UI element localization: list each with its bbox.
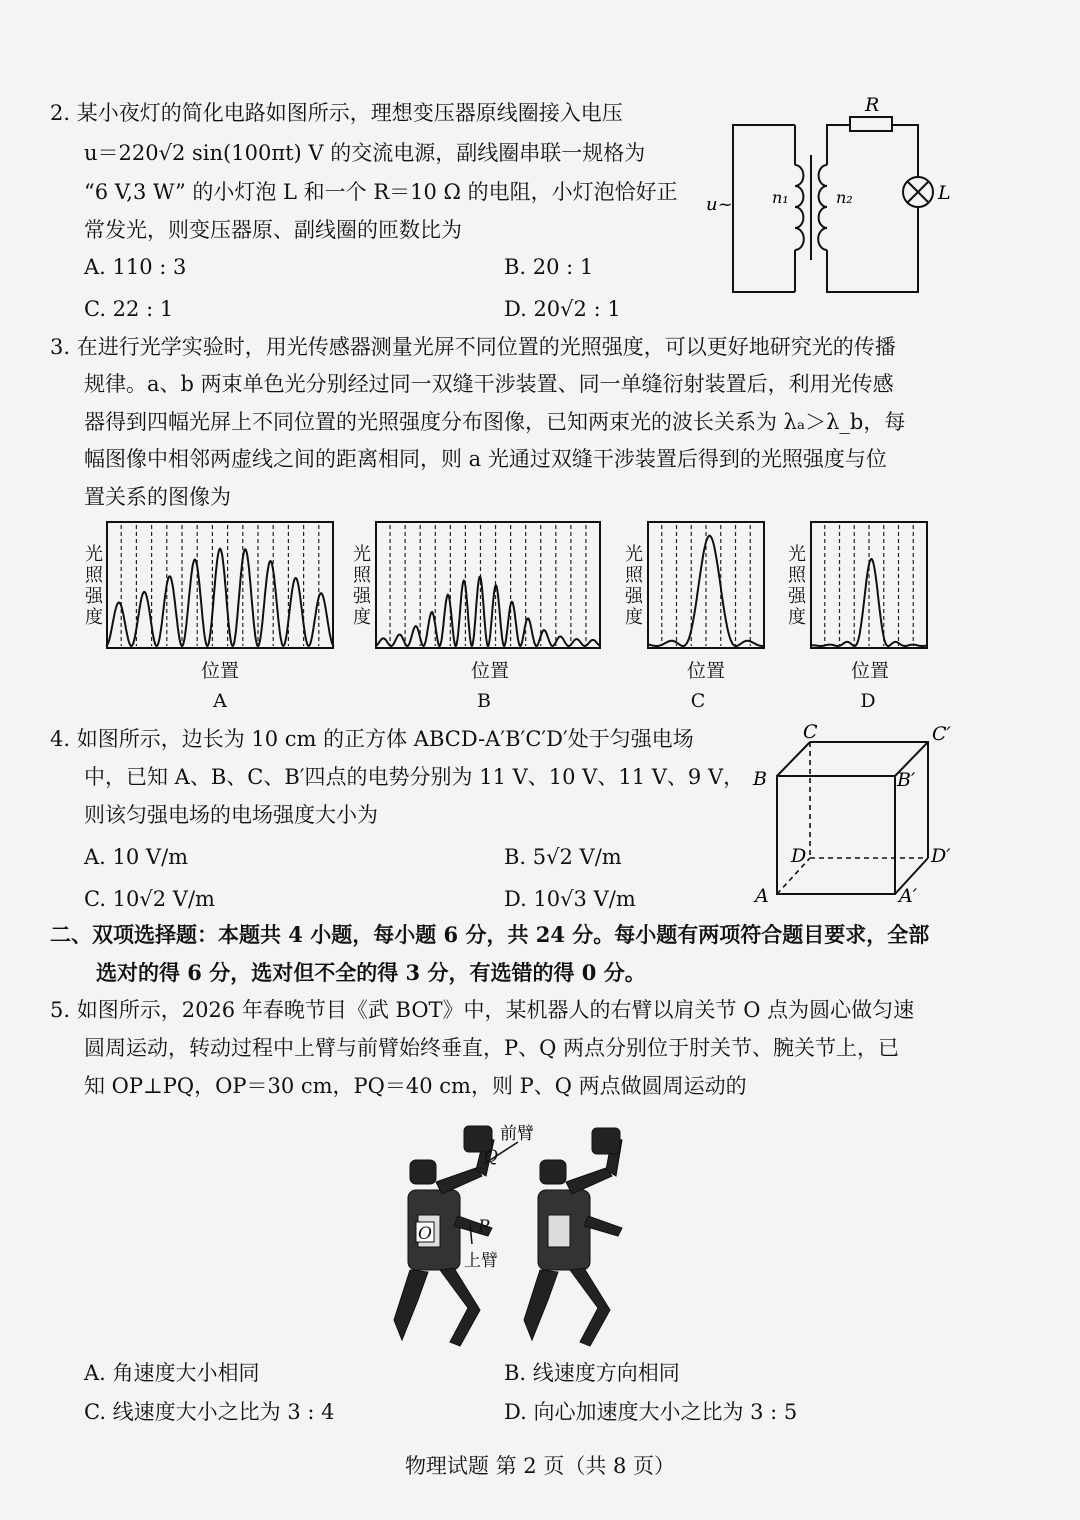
q4-option-b[interactable]: B. 5√2 V/m [504,845,622,869]
circuit-label-n1: n₁ [772,188,789,207]
cube-label-c-prime: C′ [932,723,951,745]
graph-b-frame [376,522,600,648]
q3-line-2: 规律。a、b 两束单色光分别经过同一双缝干涉装置、同一单缝衍射装置后，利用光传感 [84,372,894,396]
q3-line-1: 3. 在进行光学实验时，用光传感器测量光屏不同位置的光照强度，可以更好地研究光的传播 [50,335,896,359]
q3-line-5: 置关系的图像为 [84,485,231,509]
q3-line-4: 幅图像中相邻两虚线之间的距离相同，则 a 光通过双缝干涉装置后得到的光照强度与位 [84,447,887,471]
q2-option-b[interactable]: B. 20 : 1 [504,255,594,279]
graph-c-plot [647,521,765,649]
q5-line-1: 5. 如图所示，2026 年春晚节目《武 BOT》中，某机器人的右臂以肩关节 O 点为圆心做匀速 [50,998,915,1022]
q5-robot-figure [380,1120,670,1350]
robot-label-q: Q [484,1147,498,1167]
q3-line-3: 器得到四幅光屏上不同位置的光照强度分布图像，已知两束光的波长关系为 λₐ＞λ_b，每 [84,410,906,434]
circuit-label-n2: n₂ [836,188,853,207]
q4-line-1: 4. 如图所示，边长为 10 cm 的正方体 ABCD-A′B′C′D′处于匀强电场 [50,727,694,751]
graph-c-ylabel: 光 照 强 度 [625,544,643,628]
page-footer: 物理试题 第 2 页（共 8 页） [404,1454,676,1478]
q2-line-4: 常发光，则变压器原、副线圈的匝数比为 [84,218,462,242]
circuit-label-r: R [865,94,880,116]
q5-option-c[interactable]: C. 线速度大小之比为 3 : 4 [84,1400,335,1424]
cube-label-c: C [803,721,818,743]
q5-option-a[interactable]: A. 角速度大小相同 [84,1361,260,1385]
robot-label-forearm: 前臂 [500,1124,534,1144]
section2-line-2: 选对的得 6 分，选对但不全的得 3 分，有选错的得 0 分。 [96,960,646,985]
graph-d-plot [810,521,928,649]
q2-line-3: “6 V,3 W” 的小灯泡 L 和一个 R＝10 Ω 的电阻，小灯泡恰好正 [84,180,678,204]
q4-option-d[interactable]: D. 10√3 V/m [504,887,636,911]
graph-b-label: B [477,690,491,712]
graph-a-plot [106,521,334,649]
q5-line-3: 知 OP⊥PQ，OP＝30 cm，PQ＝40 cm，则 P、Q 两点做圆周运动的 [84,1074,747,1098]
circuit-label-u: u~ [706,194,733,215]
cube-label-a-prime: A′ [899,885,918,907]
graph-d-label: D [860,690,876,712]
graph-b-xlabel: 位置 [470,660,509,682]
cube-label-d: D [791,845,807,867]
q4-cube-diagram [745,718,965,908]
q4-line-2: 中，已知 A、B、C、B′四点的电势分别为 11 V、10 V、11 V、9 V， [84,765,745,789]
graph-a-label: A [213,690,227,712]
graph-c-xlabel: 位置 [686,660,725,682]
robot-label-upperarm: 上臂 [464,1251,498,1271]
circuit-label-l: L [938,182,951,204]
q5-line-2: 圆周运动，转动过程中上臂与前臂始终垂直，P、Q 两点分别位于肘关节、腕关节上，已 [84,1036,900,1060]
graph-a-curve [106,549,334,646]
cube-label-b-prime: B′ [897,769,916,791]
cube-label-d-prime: D′ [931,845,951,867]
q4-line-3: 则该匀强电场的电场强度大小为 [84,803,378,827]
graph-b-ylabel: 光 照 强 度 [353,544,371,628]
q5-option-b[interactable]: B. 线速度方向相同 [504,1361,680,1385]
graph-b-curve [375,577,601,646]
graph-d-ylabel: 光 照 强 度 [788,544,806,628]
cube-label-a: A [755,885,769,907]
graph-a-ylabel: 光 照 强 度 [85,544,103,628]
cube-label-b: B [753,768,767,790]
graph-c-label: C [690,690,706,712]
section2-line-1: 二、双项选择题：本题共 4 小题，每小题 6 分，共 24 分。每小题有两项符合题目要求，全部 [50,922,930,947]
graph-d-xlabel: 位置 [850,660,889,682]
q4-option-a[interactable]: A. 10 V/m [84,845,189,869]
q2-option-c[interactable]: C. 22 : 1 [84,297,174,321]
robot-label-o: O [418,1224,432,1244]
graph-b-plot [375,521,601,649]
q5-option-d[interactable]: D. 向心加速度大小之比为 3 : 5 [504,1400,798,1424]
graph-a-xlabel: 位置 [200,660,239,682]
q2-circuit-diagram [700,95,960,305]
q2-option-a[interactable]: A. 110 : 3 [84,255,187,279]
q2-option-d[interactable]: D. 20√2 : 1 [504,297,621,321]
q2-line-2: u＝220√2 sin(100πt) V 的交流电源，副线圈串联一规格为 [84,141,646,165]
q2-line-1: 2. 某小夜灯的简化电路如图所示，理想变压器原线圈接入电压 [50,101,623,125]
robot-label-p: P [478,1217,490,1237]
q4-option-c[interactable]: C. 10√2 V/m [84,887,215,911]
